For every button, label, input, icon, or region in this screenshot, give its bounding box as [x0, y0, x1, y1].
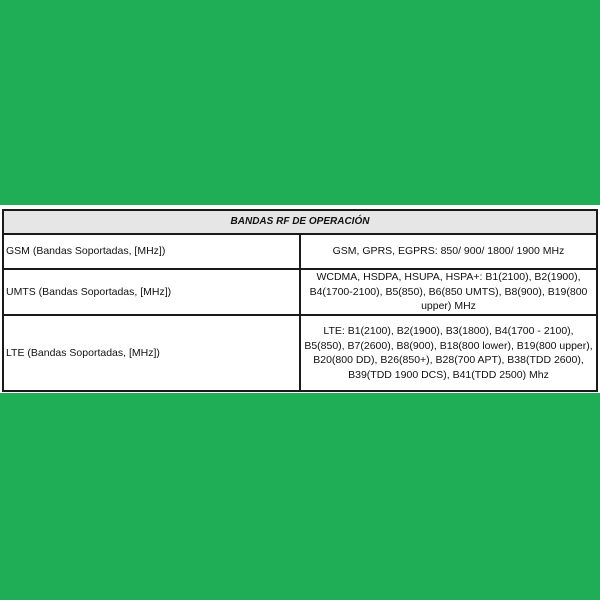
- row-label-umts: UMTS (Bandas Soportadas, [MHz]): [3, 269, 300, 315]
- rf-bands-table: [2, 209, 598, 392]
- table-title: BANDAS RF DE OPERACIÓN: [3, 210, 597, 234]
- table-row-gsm: [3, 234, 597, 269]
- row-value-umts: WCDMA, HSDPA, HSUPA, HSPA+: B1(2100), B2(1900), B4(1700-2100), B5(850), B6(850 UMTS), B8(900), B19(800 upper) MHz: [300, 269, 597, 315]
- row-label-lte: LTE (Bandas Soportadas, [MHz]): [3, 315, 300, 391]
- spec-sheet: [0, 205, 600, 393]
- row-label-gsm: GSM (Bandas Soportadas, [MHz]): [3, 234, 300, 269]
- row-value-lte: LTE: B1(2100), B2(1900), B3(1800), B4(1700 - 2100), B5(850), B7(2600), B8(900), B18(800 lower), B19(800 upper), B20(800 DD), B26(850+), B28(700 APT), B38(TDD 2600), B39(TDD 1900 DCS), B41(TDD 2500) Mhz: [300, 315, 597, 391]
- table-row-umts: [3, 269, 597, 315]
- row-value-gsm: GSM, GPRS, EGPRS: 850/ 900/ 1800/ 1900 MHz: [300, 234, 597, 269]
- table-row-lte: [3, 315, 597, 391]
- table-header-row: [3, 210, 597, 234]
